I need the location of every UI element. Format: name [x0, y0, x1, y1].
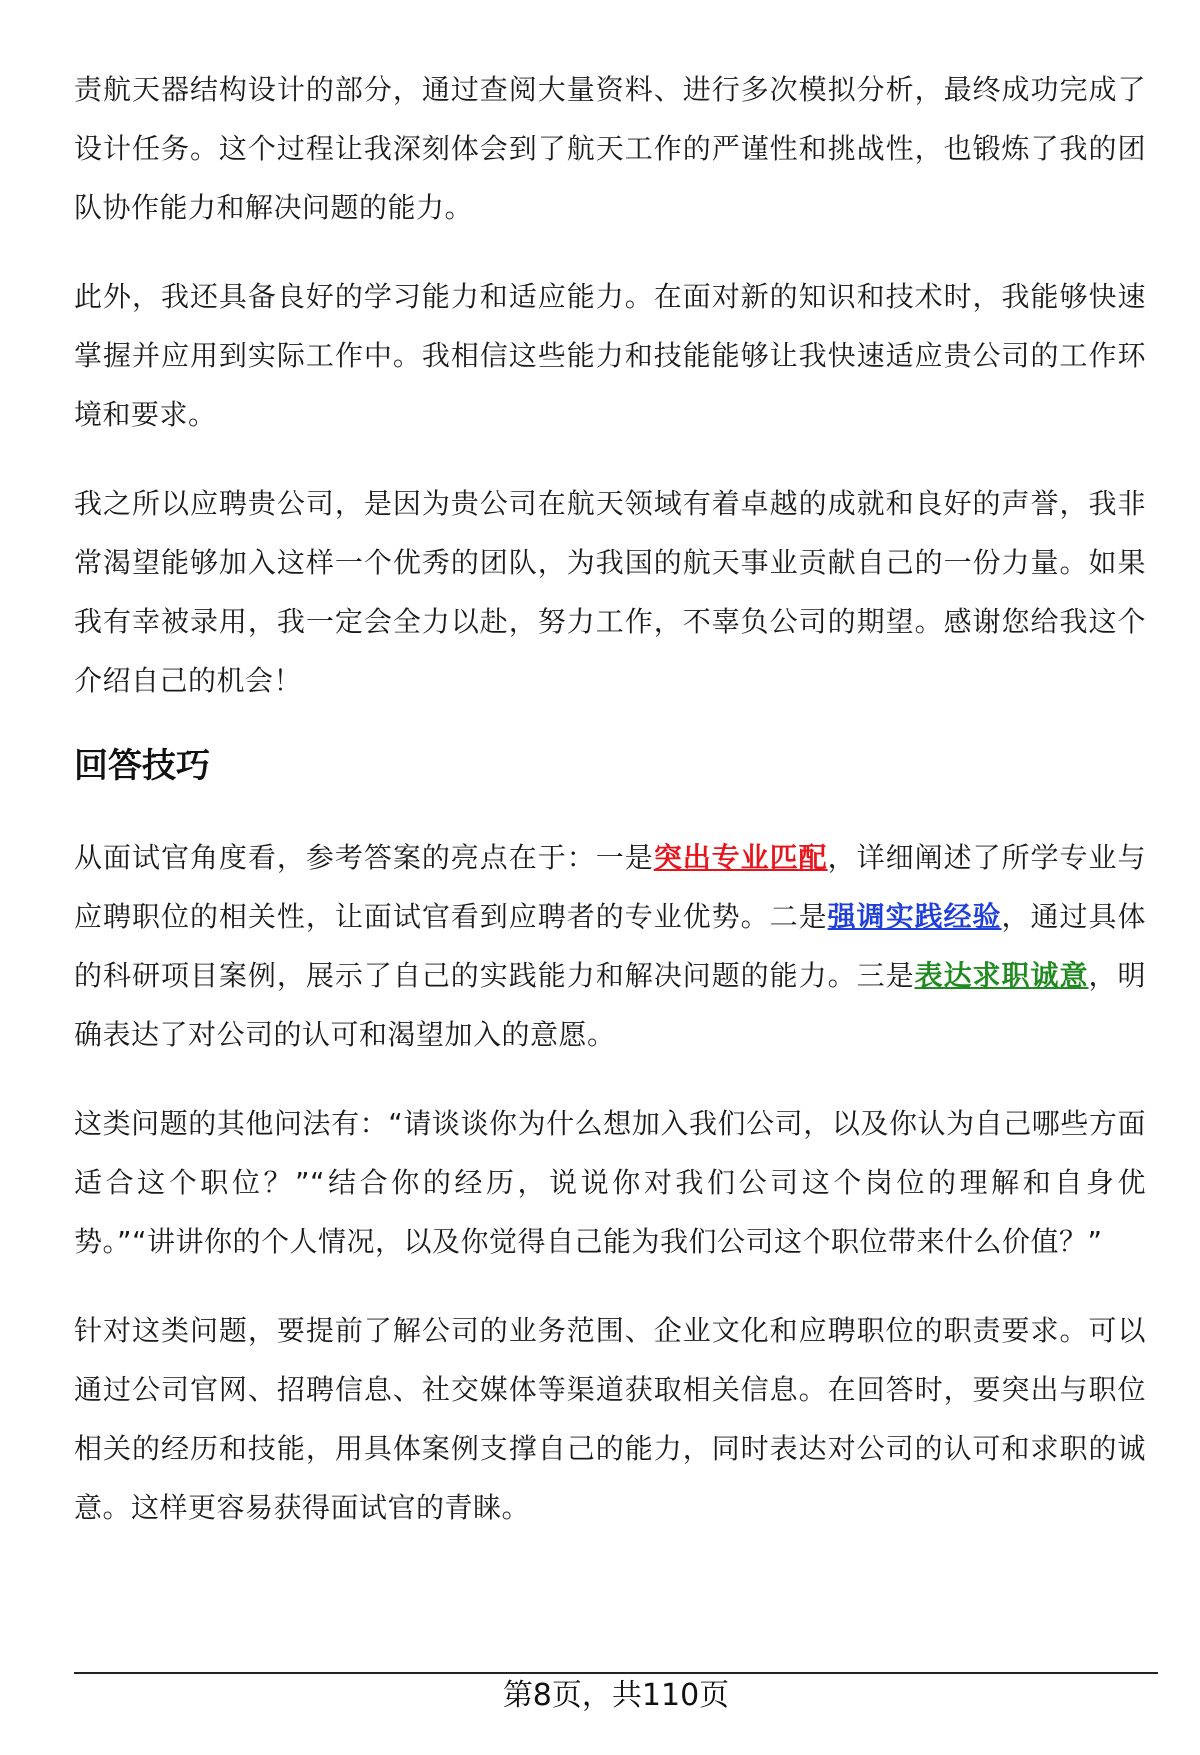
paragraph-motivation: 我之所以应聘贵公司，是因为贵公司在航天领域有着卓越的成就和良好的声誉，我非常渴望能够加入这样一个优秀的团队，为我国的航天事业贡献自己的一份力量。如果我有幸被录用，我一定会全力以赴，努力工作，不辜负公司的期望。感谢您给我这个介绍自己的机会！ [74, 487, 1146, 697]
highlight-professional-match: 突出专业匹配 [653, 841, 828, 874]
highlights-text-3: ，通过具体的科研项目案例，展示了自己的实践能力和解决问题的能力。三是 [74, 900, 1146, 992]
paragraph-project-experience: 责航天器结构设计的部分，通过查阅大量资料、进行多次模拟分析，最终成功完成了设计任务。这个过程让我深刻体会到了航天工作的严谨性和挑战性，也锻炼了我的团队协作能力和解决问题的能力。 [74, 73, 1146, 224]
highlights-text-4: ，明确表达了对公司的认可和渴望加入的意愿。 [74, 959, 1146, 1051]
paragraph-learning-ability: 此外，我还具备良好的学习能力和适应能力。在面对新的知识和技术时，我能够快速掌握并应用到实际工作中。我相信这些能力和技能能够让我快速适应贵公司的工作环境和要求。 [74, 280, 1146, 431]
paragraph-highlights [74, 828, 1146, 1064]
paragraph-preparation-advice: 针对这类问题，要提前了解公司的业务范围、企业文化和应聘职位的职责要求。可以通过公司官网、招聘信息、社交媒体等渠道获取相关信息。在回答时，要突出与职位相关的经历和技能，用具体案例支撑自己的能力，同时表达对公司的认可和求职的诚意。这样更容易获得面试官的青睐。 [74, 1314, 1146, 1524]
highlights-text-1: 从面试官角度看，参考答案的亮点在于：一是 [74, 841, 654, 874]
highlight-practical-experience: 强调实践经验 [827, 900, 1002, 933]
page-number: 第8页，共110页 [502, 1678, 730, 1713]
highlights-text-2: ，详细阐述了所学专业与应聘职位的相关性，让面试官看到应聘者的专业优势。二是 [74, 841, 1146, 933]
footer-divider [74, 1672, 1158, 1674]
highlight-job-sincerity: 表达求职诚意 [914, 959, 1089, 992]
paragraph-alternative-questions: 这类问题的其他问法有：“请谈谈你为什么想加入我们公司，以及你认为自己哪些方面适合这个职位？”“结合你的经历，说说你对我们公司这个岗位的理解和自身优势。”“讲讲你的个人情况，以及你觉得自己能为我们公司这个职位带来什么价值？” [74, 1107, 1146, 1258]
section-title: 回答技巧 [74, 746, 210, 786]
document-body [74, 60, 1146, 1567]
